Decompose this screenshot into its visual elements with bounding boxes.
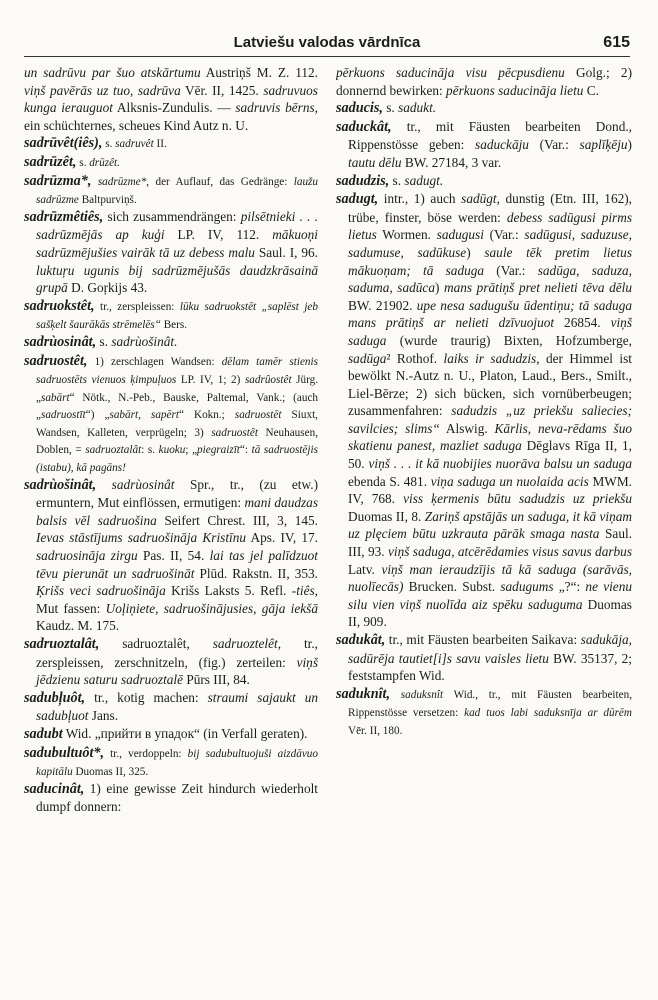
entry-text: sadukt. (398, 100, 437, 116)
entry-text: Zariņš apstājās un saduga, it kā viņam uz plęciem būtu uzkrauta pārāk smaga nasta (348, 508, 632, 542)
entry-text: sadruoztelêt, (212, 636, 282, 651)
entry-text: „?“: (553, 579, 586, 595)
entry-text: kad tuos labi saduksnīja ar dūrēm (464, 707, 632, 720)
entry-text: ein schüchternes, scheues Kind Autz n. U. (24, 117, 249, 133)
entry-text: “ Nötk., N.-Peb., Bauske, Paltemal, Vank.; (auch „ (36, 391, 318, 422)
entry-text: sadūgusi, saduzuse, sadumuse, sadūkuse (348, 227, 632, 260)
entry-headword: sadubultuôt*, (24, 744, 105, 761)
entry-text: der Auflauf, das Gedränge: (149, 175, 294, 188)
entry-text: sadruostēt (234, 409, 282, 422)
entry-text: Neuhausen, Doblen, = (36, 426, 318, 457)
entry-headword: sadrùošinât, (24, 476, 97, 493)
entry-text: sabārt (40, 391, 70, 404)
entry-text: sadūga (348, 350, 387, 366)
entry-text: 26854. (554, 315, 611, 331)
entry-text: BW. 21902. (348, 297, 417, 313)
entry-text: s. (389, 172, 405, 188)
entry-text: Duomas II, 8. (348, 508, 425, 524)
entry-text: sich zusammendrängen: (103, 208, 241, 224)
entry-text: “: (239, 444, 252, 457)
entry-text: sadudzis „uz priekšu saliecies; savilcies; slims“ (348, 403, 632, 436)
entry-text: Pūrs III, 84. (183, 672, 250, 688)
entry-text: ne vienu silu vien viņš nuolīda aiz spēku saduguma (348, 579, 632, 612)
entry-text: viņš saduga (348, 315, 632, 348)
entry-text: Saul. III, 93. (348, 526, 632, 560)
entry-text: Alksnis-Zundulis. — (112, 100, 236, 116)
entry-text: Ķrišs veci sadruošināja (36, 583, 166, 599)
entry-text: sadrûostêt (244, 374, 292, 387)
entry-text: (Var.: (484, 262, 538, 278)
entry-headword: sadugt, (336, 191, 379, 208)
entry-text: Alswig. (439, 420, 495, 436)
entry-text: Wid. „прийти в упадок“ (in Verfall geraten). (62, 725, 308, 741)
dictionary-entry (24, 333, 318, 352)
entry-text: sadūga, saduza, saduma, sadūca (348, 262, 632, 296)
entry-text: sadūgt, (461, 191, 500, 207)
entry-headword: sadrūzêt, (24, 153, 77, 170)
entry-text: debess sadūgusi pirms lietus (348, 209, 632, 243)
entry-text: tr., zerspleissen: (94, 300, 180, 313)
entry-text: viņš pavērās uz tuo, sadrūva (24, 82, 181, 98)
dictionary-entry (24, 689, 318, 725)
entry-text: upe nesa sadugušu ūdentiņu; tā saduga mans prātiņš ar nelieti dzīvuojuot (348, 297, 632, 331)
entry-text: Dēglavs Rīga II, 1, 50. (348, 438, 632, 472)
entry-text: D. Goŗkijs 43. (67, 280, 148, 296)
entry-text: LP. IV, 1; 2) (176, 374, 245, 387)
entry-headword: sadruoztalât, (24, 636, 100, 652)
entry-text: Wid., tr., mit Fäusten bearbeiten, Rippenstösse versetzen: (348, 688, 632, 720)
entry-text: s. (76, 156, 90, 169)
dictionary-entry (336, 64, 632, 99)
entry-text: BW. 27184, 3 var. (401, 154, 502, 170)
dictionary-entry (24, 352, 318, 476)
entry-text: viņš . . . it kā nuobijies nuorāva balsu un saduga (368, 456, 632, 472)
entry-text: saduksnît (400, 688, 444, 701)
entry-text: Uoļiņiete, sadruošinājusies, gāja iekšā (105, 600, 318, 616)
dictionary-entry (24, 64, 318, 134)
entry-text: sabārt, sapērt (109, 409, 179, 422)
entry-text: pilsētnieki . . . sadrūzmējās ap kuģi (36, 208, 318, 243)
dictionary-entry (24, 725, 318, 744)
page-header (24, 30, 630, 56)
page-number: 615 (603, 34, 630, 51)
entry-text: “) „ (85, 409, 110, 422)
entry-headword: sadukât, (336, 632, 386, 648)
left-column (24, 64, 318, 984)
entry-text: s. (96, 333, 112, 349)
entry-text: pērkuons saducināja lietu (446, 82, 584, 98)
entry-text: viņš jēdzienu saturu sadruoztalē (36, 654, 318, 688)
entry-text: (wurde traurig) Bixten, Hofzumberge, (386, 332, 632, 348)
entry-text: tr., mit Fäusten bearbeiten Saikava: (385, 632, 581, 647)
entry-text: sadruvis bērns, (235, 100, 318, 116)
entry-text: (Var.: (528, 137, 580, 153)
entry-text: sadrùošinât. (111, 333, 178, 349)
entry-text: Mut fassen: (36, 600, 106, 616)
entry-text: viņš saduga, atcērēdamies visus savus darbus (387, 544, 632, 560)
entry-text: Wormen. (376, 227, 437, 243)
entry-text: luktuŗu ugunis bij sadrūzmējušās daudzkrāsainā grupā (36, 262, 318, 296)
entry-headword: sadubt (24, 725, 63, 742)
entry-text: saduckāju (475, 137, 529, 153)
right-column (336, 64, 632, 984)
entry-text: Plūd. Rakstn. II, 353. (194, 565, 318, 581)
entry-text: II. (153, 138, 167, 151)
running-title: Latviešu valodas vārdnīca (233, 34, 421, 51)
entry-text: -tiês, (291, 583, 318, 599)
dictionary-entry (24, 297, 318, 333)
entry-text: sadugusi (436, 227, 484, 243)
dictionary-entry (24, 208, 318, 297)
dictionary-entry (24, 476, 318, 635)
entry-text: tā sadruostējis (istabu), kā pagāns! (36, 444, 318, 475)
entry-text: sadruoztalêt, (99, 636, 213, 651)
entry-text: sadrùosinât (111, 476, 175, 492)
entry-text: Spr., tr., (zu etw.) ermuntern, Mut einflössen, ermutigen: (36, 476, 318, 511)
entry-text: saplīķēju (579, 137, 628, 153)
entry-text: C. (583, 82, 599, 98)
entry-text: viņš man ieraudzījis tā kā saduga (sarāvās, nuolīecās) (348, 561, 632, 595)
entry-text: 1) eine gewisse Zeit hindurch wiederholt dumpf donnern: (36, 780, 318, 815)
entry-text: sadruostêt (211, 426, 258, 439)
entry-text: ebenda S. 481. (348, 473, 431, 489)
entry-text: LP. IV, 112. (164, 227, 273, 243)
dictionary-entry (24, 780, 318, 816)
entry-text: drūzêt. (89, 156, 120, 169)
entry-text: 1) zerschlagen Wandsen: (87, 355, 222, 368)
entry-text: Seifert Chrest. III, 3, 145. (156, 512, 318, 528)
dictionary-entry (24, 134, 318, 153)
entry-text: mani daudzas balsis vēl sadruošina (36, 495, 318, 528)
dictionary-entry (24, 172, 318, 208)
entry-text: Aps. IV, 17. (246, 530, 318, 546)
entry-text: tr., mit Fäusten bearbeiten Dond., Rippenstösse geben: (348, 118, 632, 153)
entry-text: Kārlis, neva-rēdams šuo skatienu panest, mazliet saduga (348, 420, 632, 454)
entry-text: BW. 35137, 2; feststampfen Wid. (348, 650, 632, 684)
entry-text: viss ķermenis būtu sadudzis uz priekšu (403, 491, 632, 507)
dictionary-entry (336, 190, 632, 631)
entry-text: : s. (141, 444, 159, 457)
entry-text (390, 689, 401, 701)
dictionary-entry (336, 631, 632, 685)
dictionary-entry (24, 635, 318, 689)
entry-text: Jürg. „ (36, 374, 318, 404)
dictionary-entry (336, 172, 632, 191)
entry-text: sadukāja, sadūrēja tautiet[i]s savu vaisles lietu (348, 632, 632, 666)
entry-text: sadruostīt (40, 409, 86, 422)
entry-text: piegraizīt (197, 444, 240, 457)
entry-headword: saduckât, (336, 118, 392, 135)
entry-text: sadruvuos kunga ierauguot (24, 82, 318, 116)
entry-text: MWM. IV, 768. (348, 473, 632, 507)
dictionary-entry (24, 153, 318, 172)
entry-text: ² Rothof. (386, 350, 444, 366)
dictionary-entry (336, 685, 632, 739)
entry-text: laužu sadrūzme (36, 175, 318, 207)
entry-text: sadruvêt (115, 138, 154, 151)
entry-text: Vēr. II, 180. (348, 724, 403, 737)
entry-text: tr., zerspleissen, zerschnitzeln, (fig.) zerteilen: (36, 636, 318, 670)
dictionary-entry (336, 99, 632, 118)
entry-text: ; „ (185, 444, 198, 457)
entry-text: Saul. I, 96. (254, 244, 318, 260)
entry-headword: sadudzis, (336, 172, 390, 189)
entry-text: Vēr. II, 1425. (180, 82, 264, 98)
entry-headword: sadruostêt, (24, 352, 88, 369)
entry-text: s. (102, 138, 116, 151)
dictionary-entry (24, 744, 318, 780)
entry-text (96, 477, 112, 492)
entry-text: viņa saduga un nuolaida acis (430, 473, 589, 489)
entry-text: straumi sajaukt un sadubļuot (36, 689, 318, 724)
entry-headword: saducinât, (24, 780, 85, 797)
entry-headword: sadrùosinât, (24, 333, 97, 350)
entry-text: laiks ir sadudzis, (443, 350, 540, 366)
entry-headword: sadubļuôt, (24, 689, 86, 706)
entry-text: lai tas jel palīdzuot tēvu pierunāt un sadruošināt (36, 548, 318, 581)
entry-text: Baltpurviņš. (78, 194, 137, 207)
entry-text: Kaudz. M. 175. (36, 618, 120, 634)
entry-text: mākuoņi sadrūzmējušies vairāk tā uz debess malu (36, 227, 318, 260)
entry-text: Jans. (88, 708, 119, 724)
entry-headword: saducis, (336, 100, 383, 117)
entry-text: un sadrūvu par šuo atskārtumu (24, 65, 201, 80)
entry-text: sadugums (500, 579, 554, 595)
entry-headword: sadrūvêt(iês), (24, 135, 103, 152)
entry-text: pērkuons saducināja visu pēcpusdienu (336, 65, 565, 80)
entry-text: intr., 1) auch (378, 191, 462, 207)
entry-text: Pas. II, 54. (137, 548, 210, 564)
entry-text: ) (627, 137, 632, 153)
entry-text: sadrūzme*, (97, 175, 150, 188)
entry-text: s. (382, 100, 399, 116)
header-rule (24, 56, 630, 57)
entry-text: Duomas II, 325. (72, 766, 149, 779)
entry-text: Latv. (348, 561, 382, 577)
entry-text: kuoku (158, 444, 186, 457)
entry-text: “ Kokn.; (178, 409, 235, 422)
entry-text: ) (434, 280, 444, 296)
entry-text: (Var.: (483, 227, 525, 243)
entry-text: dēlam tamēr stienis sadruostēts vienuos ķimpuļuos (36, 355, 318, 387)
entry-text: lūku sadruokstēt „saplēst jeb sašķelt šaurākās strēmelēs“ (36, 300, 318, 332)
entry-text: Siuxt, Wandsen, Kalleten, verprügeln; 3) (36, 409, 318, 439)
entry-text: der Himmel ist bewölkt N.-Autz n. U., Platon, Laud., Bers., Smilt., Liel-Bērze; 2) sich bücken, sich vornüberbeugen; zusammenfahren: (348, 350, 632, 419)
entry-headword: sadrūzma*, (24, 172, 92, 189)
entry-text: bij sadubultuojuši aizdāvuo kapitālu (36, 747, 318, 779)
entry-text: tr., verdoppeln: (104, 747, 188, 760)
entry-text: Bers. (160, 319, 188, 332)
entry-headword: saduknît, (336, 685, 391, 702)
entry-text: sadugt. (404, 172, 444, 188)
entry-text: sadruoztalât (85, 444, 142, 457)
entry-text: mans prātiņš pret nelieti tēva dēlu (444, 280, 632, 296)
entry-text: Duomas II, 909. (348, 596, 632, 630)
entry-text: Brucken. Subst. (403, 579, 501, 595)
entry-text: tr., kotig machen: (85, 689, 208, 705)
entry-text: tautu dēlu (348, 154, 402, 170)
entry-text: ) (466, 244, 485, 260)
entry-text: Austriņš M. Z. 112. (200, 65, 318, 80)
entry-text: saule tēk pretim lietus mākuoņam; tā saduga (348, 244, 632, 278)
entry-headword: sadruokstêt, (24, 297, 95, 314)
entry-text: dunstig (Etn. III, 162), trübe, finster, böse werden: (348, 191, 632, 225)
entry-text: Ievas stāstījums sadruošināja Kristīnu (36, 530, 247, 546)
entry-text: Krišs Laksts 5. Refl. (165, 583, 292, 599)
dictionary-entry (336, 118, 632, 172)
entry-text: sadruosināja zirgu (36, 548, 138, 564)
entry-text: Golg.; 2) donnernd bewirken: (336, 65, 632, 98)
entry-headword: sadrūzmêtiês, (24, 208, 104, 225)
